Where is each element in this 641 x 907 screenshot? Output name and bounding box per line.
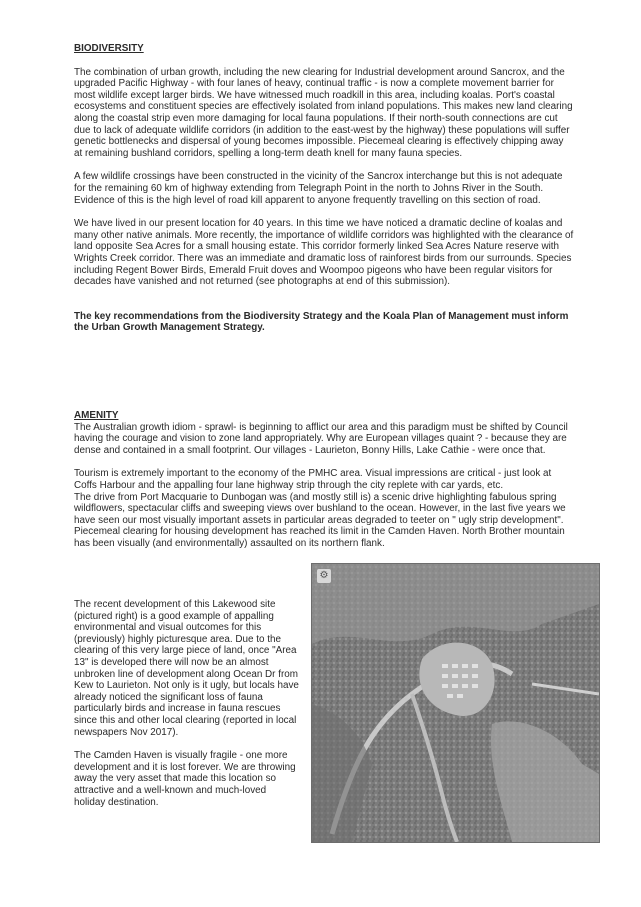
- aerial-photo-graphic: [312, 564, 599, 842]
- biodiversity-paragraph-1: The combination of urban growth, including the new clearing for Industrial development around Sancrox, and the upgraded Pacific Highway - with four lanes of heavy, continual traffic - is now a complete movement barrier for most wildlife except larger birds. We have witnessed much roadkill in this area, including koalas. Port's coastal ecosystems and constituent species are effectively isolated from inland populations. This makes new land clearing along the coastal strip even more damaging for local fauna populations. If their north-south connections are cut due to lack of adequate wildlife corridors (in addition to the east-west by the highway) these populations will suffer genetic bottlenecks and dispersal of young becomes impossible. Piecemeal clearing is effectively chipping away at remaining bushland corridors, spelling a long-term death knell for many fauna species.: [74, 66, 573, 159]
- amenity-paragraph-3: The recent development of this Lakewood site (pictured right) is a good example of appalling environmental and visual outcomes for this (previously) highly picturesque area. Due to the clearing of this very large piece of land, once "Area 13" is developed there will now be an almost unbroken line of development along Ocean Dr from Kew to Laurieton. Not only is it ugly, but locals have already noticed the significant loss of fauna particularly birds and increase in fauna rescues since this and other local clearing (reported in local newspapers Nov 2017).: [74, 599, 299, 738]
- biodiversity-recommendation: The key recommendations from the Biodiversity Strategy and the Koala Plan of Management must inform the Urban Growth Management Strategy.: [74, 310, 569, 334]
- lakewood-aerial-photo: [311, 563, 600, 843]
- biodiversity-section: [74, 43, 574, 334]
- biodiversity-heading: BIODIVERSITY: [74, 43, 144, 54]
- biodiversity-paragraph-2: A few wildlife crossings have been constructed in the vicinity of the Sancrox interchange but this is not adequate for the remaining 60 km of highway extending from Telegraph Point in the north to Johns River in the South. Evidence of this is the high level of road kill apparent to anyone frequently travelling on this section of road.: [74, 171, 563, 206]
- amenity-paragraph-1: The Australian growth idiom - sprawl- is beginning to afflict our area and this paradigm must be shifted by Council having the courage and vision to zone land appropriately. Why are European villages quaint ? - because they are dense and contained in a small footprint. Our villages - Laurieton, Bonny Hills, Lake Cathie - were once that.: [74, 421, 568, 456]
- biodiversity-paragraph-3: We have lived in our present location for 40 years. In this time we have noticed a dramatic decline of koalas and many other native animals. More recently, the importance of wildlife corridors was highlighted with the clearance of land opposite Sea Acres for a small housing estate. This corridor formerly linked Sea Acres Nature reserve with Wrights Creek corridor. There was an immediate and dramatic loss of rainforest birds from our surrounds. Species including Regent Bower Birds, Emerald Fruit doves and Woompoo pigeons who have been regular visitors for decades have vanished and not returned (see photographs at end of this submission).: [74, 218, 574, 288]
- camera-icon: ⚙: [317, 569, 331, 583]
- amenity-paragraph-2a: Tourism is extremely important to the economy of the PMHC area. Visual impressions are critical - just look at Coffs Harbour and the appalling four lane highway strip through the city replete with car yards, etc.: [74, 468, 552, 491]
- amenity-section: [74, 410, 574, 550]
- amenity-paragraph-4: The Camden Haven is visually fragile - one more development and it is lost forever. We are throwing away the very asset that made this location so attractive and a well-known and much-loved holiday destination.: [74, 750, 296, 808]
- amenity-side-column: [74, 599, 300, 808]
- amenity-paragraph-2b: The drive from Port Macquarie to Dunbogan was (and mostly still is) a scenic drive highlighting fabulous spring wildflowers, spectacular cliffs and sweeping views over bushland to the ocean. However, in the last five years we have seen our most visually important assets in particular areas degraded to teeter on " ugly strip development". Piecemeal clearing for housing development has reached its limit in the Camden Haven. North Brother mountain has been visually (and environmentally) assaulted on its northern flank.: [74, 491, 566, 549]
- amenity-heading: AMENITY: [74, 410, 119, 421]
